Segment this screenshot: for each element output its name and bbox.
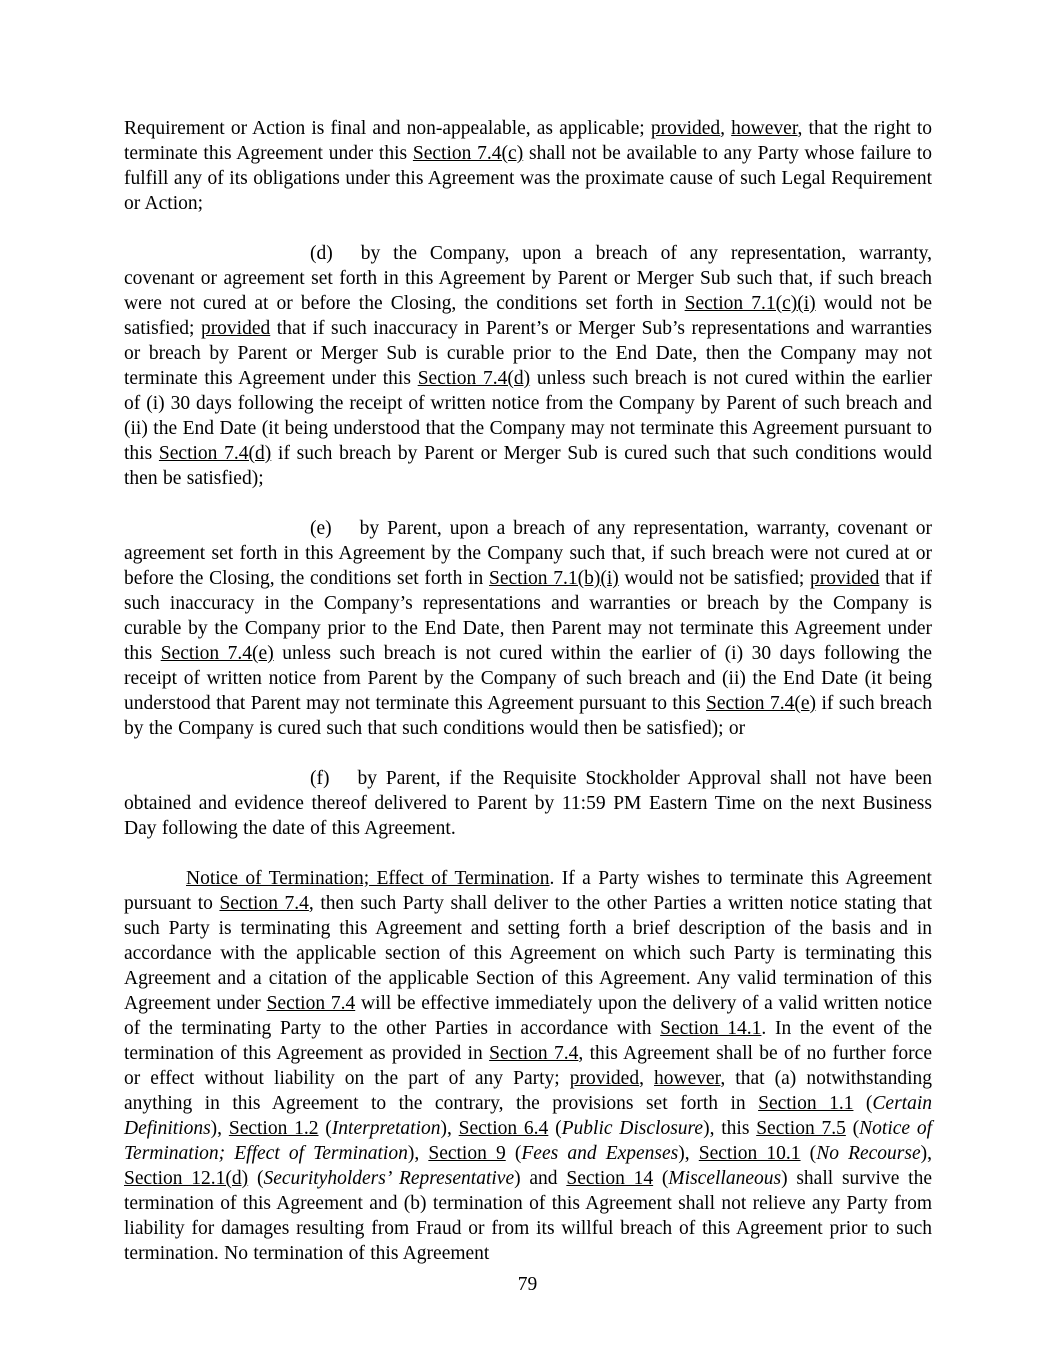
text-run: will be effective immediately upon the delivery of a valid written notice of the terminating Party to the other Parties in accordance with [124, 993, 932, 1039]
text-run: by Parent, if the Requisite Stockholder Approval shall not have been obtained and evidence thereof delivered to Parent by 11:59 PM Eastern Time on the next Business Day following the date of this Agreement. [124, 768, 932, 839]
text-run: Notice of Termination; Effect of Termination [124, 1118, 933, 1164]
text-run: ( [653, 1168, 669, 1189]
text-run: Section 9 [428, 1143, 506, 1164]
text-run: ( [318, 1118, 332, 1139]
text-run: Section 12.1(d) [124, 1168, 249, 1189]
text-run: Section 7.4 [266, 993, 356, 1014]
text-run: ), [440, 1118, 459, 1139]
text-run: Miscellaneous [668, 1168, 782, 1189]
text-run: unless such breach is not cured within the earlier of (i) 30 days following the receipt of written notice from the Company by Parent of such breach and (ii) the End Date (it being understood that the Company may not terminate this Agreement pursuant to this [124, 368, 932, 464]
page-number: 79 [517, 1274, 538, 1295]
text-run: shall not be available to any Party whose failure to fulfill any of its obligations under this Agreement was the proximate cause of such Legal Requirement or Action; [124, 143, 932, 214]
text-run: provided [810, 568, 880, 589]
text-run: , then such Party shall deliver to the other Parties a written notice stating that such Party is terminating this Agreement and setting forth a brief description of the basis and in accordance with the applicable section of this Agreement on which such Party is terminating this Agreement and a citation of the applicable Section of this Agreement. Any valid termination of this Agreement under [124, 893, 932, 1014]
text-run: ) shall survive the termination of this Agreement and (b) termination of this Agreement shall not relieve any Party from liability for damages resulting from Fraud or from its willful breach of this Agreement prior to such termination. No termination of this Agreement [124, 1168, 932, 1264]
text-run: Interpretation [331, 1118, 441, 1139]
text-run: Section 7.5 [756, 1118, 846, 1139]
text-run: that if such inaccuracy in the Company’s representations and warranties or breach by the Company is curable by the Company prior to the End Date, then Parent may not terminate this Agreement under this [124, 568, 932, 664]
text-run: Notice of Termination; Effect of Termination [186, 868, 550, 889]
paragraph-section-7-4-c-tail [124, 116, 932, 216]
text-run: Section 1.1 [758, 1093, 854, 1114]
text-run: Fees and Expenses [521, 1143, 679, 1164]
text-run: . In the event of the termination of this Agreement as provided in [124, 1018, 932, 1064]
text-run: Section 7.4 [219, 893, 309, 914]
text-run: ( [248, 1168, 264, 1189]
text-run: provided [200, 318, 271, 339]
text-run: ( [505, 1143, 522, 1164]
text-run: provided [569, 1068, 640, 1089]
paragraph-clause-d [124, 241, 932, 491]
text-run: Section 7.4(d) [158, 443, 272, 464]
text-run: ) and [514, 1168, 567, 1189]
text-run: , [720, 118, 732, 139]
text-run: that if such inaccuracy in Parent’s or Merger Sub’s representations and warranties or breach by Parent or Merger Sub is curable prior to the End Date, then the Company may not terminate this Agreement under this [124, 318, 932, 389]
text-run: ), [407, 1143, 429, 1164]
text-run: ), [678, 1143, 699, 1164]
text-run: Section 14.1 [660, 1018, 762, 1039]
text-run: ), [210, 1118, 229, 1139]
text-run: ), [920, 1143, 933, 1164]
text-run: would not be satisfied; [124, 293, 932, 339]
text-run: by the Company, upon a breach of any representation, warranty, covenant or agreement set forth in this Agreement by Parent or Merger Sub such that, if such breach were not cured at or before the Closing, the conditions set forth in [124, 243, 932, 314]
text-run: ( [845, 1118, 860, 1139]
text-run: (e) [310, 518, 332, 539]
text-run: ( [548, 1118, 562, 1139]
text-run: by Parent, upon a breach of any representation, warranty, covenant or agreement set forth in this Agreement by the Company such that, if such breach were not cured at or before the Closing, the conditions set forth in [124, 518, 932, 589]
text-run: Section 7.4(c) [412, 143, 524, 164]
text-run: Section 7.4(e) [160, 643, 274, 664]
paragraph-section-7-5-notice-of-termination [124, 866, 932, 1266]
text-run: . If a Party wishes to terminate this Agreement pursuant to [124, 868, 932, 914]
text-run: Section 1.2 [228, 1118, 319, 1139]
text-run: provided [650, 118, 721, 139]
text-run: ( [853, 1093, 873, 1114]
text-run: Certain Definitions [124, 1093, 933, 1139]
text-run: would not be satisfied; [618, 568, 810, 589]
text-run: ( [800, 1143, 817, 1164]
text-run: however [731, 118, 798, 139]
text-run: Section 7.4(d) [417, 368, 531, 389]
text-run: Section 7.4 [489, 1043, 579, 1064]
text-run: if such breach by Parent or Merger Sub is cured such that such conditions would then be satisfied); [124, 443, 932, 489]
text-run: Section 7.4(e) [706, 693, 817, 714]
text-run: Section 7.1(b)(i) [489, 568, 619, 589]
text-run: Section 14 [566, 1168, 654, 1189]
text-run: ), this [703, 1118, 757, 1139]
text-run: Requirement or Action is final and non-appealable, as applicable; [124, 118, 651, 139]
text-run: Section 10.1 [698, 1143, 801, 1164]
text-run: Section 6.4 [458, 1118, 549, 1139]
text-run: , that (a) notwithstanding anything in this Agreement to the contrary, the provisions set forth in [124, 1068, 932, 1114]
text-run: Section 7.1(c)(i) [684, 293, 816, 314]
text-run: (f) [310, 768, 330, 789]
paragraph-clause-f [124, 766, 932, 841]
paragraph-clause-e [124, 516, 932, 741]
text-run: , [639, 1068, 655, 1089]
text-run: No Recourse [816, 1143, 921, 1164]
text-run: Public Disclosure [561, 1118, 704, 1139]
text-run: , this Agreement shall be of no further force or effect without liability on the part of any Party; [124, 1043, 932, 1089]
text-run: however [654, 1068, 721, 1089]
text-run: unless such breach is not cured within the earlier of (i) 30 days following the receipt of written notice from Parent by the Company of such breach and (ii) the End Date (it being understood that Parent may not terminate this Agreement pursuant to this [124, 643, 932, 714]
document-body [124, 116, 932, 1291]
text-run: (d) [310, 243, 333, 264]
text-run: if such breach by the Company is cured such that such conditions would then be satisfied); or [124, 693, 932, 739]
text-run: Securityholders’ Representative [263, 1168, 515, 1189]
text-run: , that the right to terminate this Agreement under this [124, 118, 933, 164]
